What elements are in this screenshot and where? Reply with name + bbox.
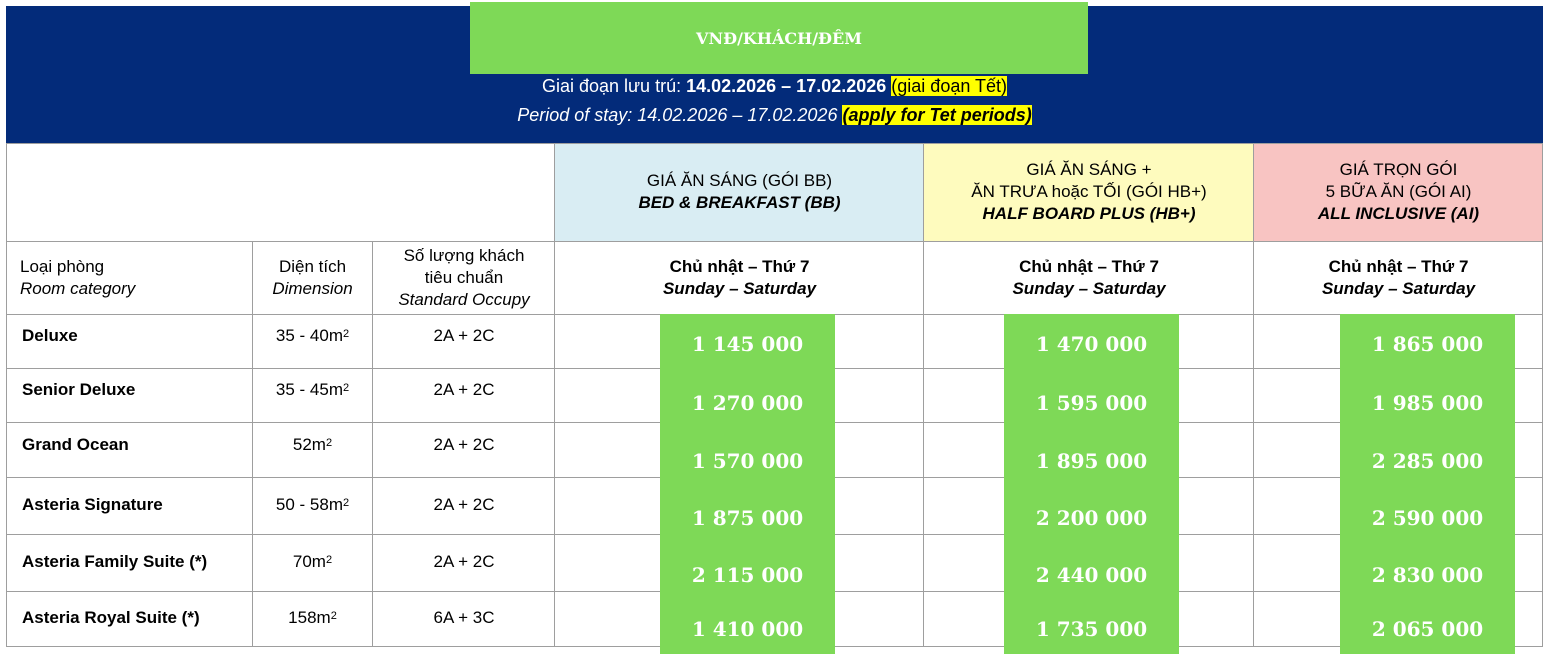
price-bb: 1 570 000 bbox=[660, 432, 835, 489]
room-area: 50 - 58m $^2$ bbox=[275, 495, 350, 514]
days-bb-vi: Chủ nhật – Thứ 7 bbox=[669, 256, 810, 276]
price-bb: 1 410 000 bbox=[660, 603, 835, 654]
room-occupancy: 6A + 3C bbox=[433, 608, 495, 627]
package-hb-vi-line2: ĂN TRƯA hoặc TỐI (GÓI HB+) bbox=[971, 182, 1207, 201]
package-hb-en: HALF BOARD PLUS (HB+) bbox=[982, 204, 1196, 223]
room-name: Asteria Family Suite (*) bbox=[22, 552, 208, 571]
price-ai: 1 865 000 bbox=[1340, 314, 1515, 374]
package-header-ai bbox=[1254, 143, 1543, 241]
grid-line bbox=[6, 143, 1543, 144]
room-area: 52m $^2$ bbox=[292, 435, 333, 454]
stay-vi-dates: 14.02.2026 – 17.02.2026 bbox=[686, 76, 887, 96]
room-name: Asteria Royal Suite (*) bbox=[22, 608, 200, 627]
days-hb-vi: Chủ nhật – Thứ 7 bbox=[1019, 256, 1159, 276]
col-room-category bbox=[20, 241, 250, 314]
room-name: Grand Ocean bbox=[22, 435, 129, 454]
room-area: 70m $^2$ bbox=[292, 552, 333, 571]
col-days-ai bbox=[1254, 241, 1543, 314]
unit-banner: VNĐ/KHÁCH/ĐÊM bbox=[470, 2, 1088, 74]
stay-en-note: (apply for Tet periods) bbox=[842, 105, 1032, 125]
package-ai-vi-line2: 5 BỮA ĂN (GÓI AI) bbox=[1325, 182, 1472, 201]
price-ai: 2 065 000 bbox=[1340, 603, 1515, 654]
price-hb: 1 895 000 bbox=[1004, 432, 1179, 489]
price-bb: 1 270 000 bbox=[660, 374, 835, 432]
col-room-vi: Loại phòng bbox=[20, 256, 105, 276]
package-hb-vi-line1: GIÁ ĂN SÁNG + bbox=[1026, 160, 1152, 179]
package-bb-vi: GIÁ ĂN SÁNG (GÓI BB) bbox=[646, 171, 833, 190]
col-occupancy-en: Standard Occupy bbox=[398, 289, 530, 309]
room-name: Senior Deluxe bbox=[22, 380, 136, 399]
price-bb: 2 115 000 bbox=[660, 546, 835, 603]
room-occupancy: 2A + 2C bbox=[433, 435, 495, 454]
price-bb: 1 145 000 bbox=[660, 314, 835, 374]
col-room-en: Room category bbox=[20, 278, 136, 298]
stay-vi-prefix: Giai đoạn lưu trú: bbox=[541, 76, 687, 96]
stay-period-en bbox=[6, 105, 1543, 126]
price-ai: 1 985 000 bbox=[1340, 374, 1515, 432]
col-occupancy bbox=[373, 241, 555, 314]
col-dimension-vi: Diện tích bbox=[278, 256, 347, 276]
room-occupancy: 2A + 2C bbox=[433, 326, 495, 345]
package-bb-en: BED & BREAKFAST (BB) bbox=[638, 193, 841, 212]
package-header-hb bbox=[924, 143, 1254, 241]
days-ai-vi: Chủ nhật – Thứ 7 bbox=[1328, 256, 1469, 276]
price-hb: 2 440 000 bbox=[1004, 546, 1179, 603]
package-ai-vi-line1: GIÁ TRỌN GÓI bbox=[1339, 160, 1458, 179]
price-hb: 2 200 000 bbox=[1004, 489, 1179, 546]
col-dimension bbox=[253, 241, 372, 314]
room-name: Deluxe bbox=[22, 326, 78, 345]
col-days-bb bbox=[555, 241, 924, 314]
grid-line bbox=[923, 143, 924, 647]
grid-line bbox=[1253, 143, 1254, 647]
price-bb: 1 875 000 bbox=[660, 489, 835, 546]
package-header-bb bbox=[555, 143, 924, 241]
room-occupancy: 2A + 2C bbox=[433, 552, 495, 571]
stay-en-prefix: Period of stay: 14.02.2026 – 17.02.2026 bbox=[517, 105, 843, 125]
col-dimension-en: Dimension bbox=[272, 278, 353, 298]
stay-vi-note: (giai đoạn Tết) bbox=[891, 76, 1008, 96]
days-bb-en: Sunday – Saturday bbox=[662, 278, 817, 298]
grid-line bbox=[6, 143, 7, 647]
col-days-hb bbox=[924, 241, 1254, 314]
price-hb: 1 470 000 bbox=[1004, 314, 1179, 374]
room-area: 35 - 45m $^2$ bbox=[275, 380, 350, 399]
package-ai-en: ALL INCLUSIVE (AI) bbox=[1317, 204, 1480, 223]
grid-line bbox=[1542, 143, 1543, 647]
room-occupancy: 2A + 2C bbox=[433, 495, 495, 514]
room-area: 35 - 40m $^2$ bbox=[275, 326, 350, 345]
stay-period-vi bbox=[6, 76, 1543, 97]
col-occupancy-vi-2: tiêu chuẩn bbox=[424, 267, 504, 287]
col-occupancy-vi-1: Số lượng khách bbox=[403, 245, 525, 265]
price-ai: 2 590 000 bbox=[1340, 489, 1515, 546]
room-occupancy: 2A + 2C bbox=[433, 380, 495, 399]
days-hb-en: Sunday – Saturday bbox=[1012, 278, 1166, 298]
days-ai-en: Sunday – Saturday bbox=[1321, 278, 1476, 298]
room-area: 158m $^2$ bbox=[288, 608, 337, 627]
price-ai: 2 285 000 bbox=[1340, 432, 1515, 489]
room-name: Asteria Signature bbox=[22, 495, 163, 514]
grid-line bbox=[6, 241, 1543, 242]
price-ai: 2 830 000 bbox=[1340, 546, 1515, 603]
price-hb: 1 735 000 bbox=[1004, 603, 1179, 654]
price-hb: 1 595 000 bbox=[1004, 374, 1179, 432]
